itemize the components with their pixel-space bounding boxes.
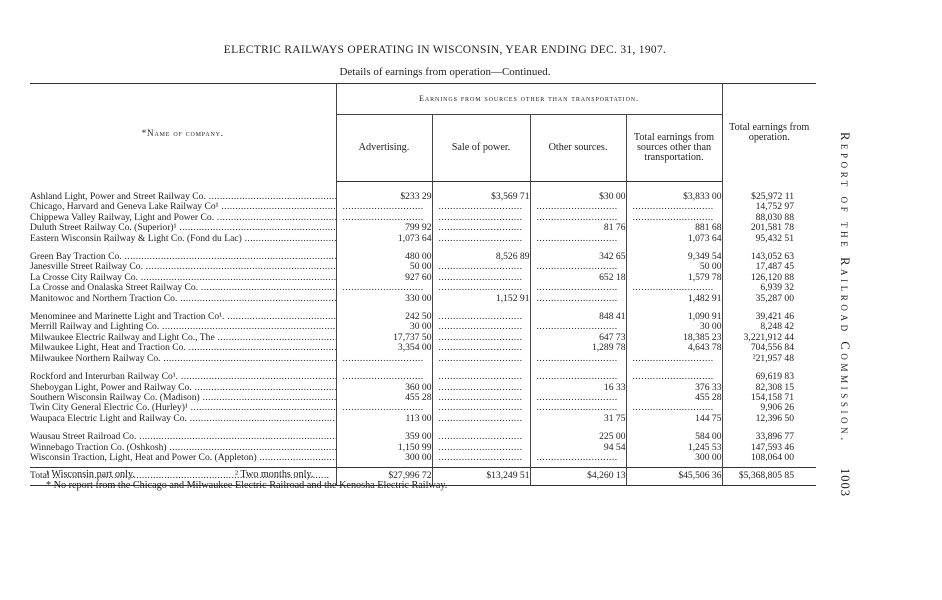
total-other-cell: 1,090 91 [626,304,722,322]
table-header-row [30,84,816,115]
sale-of-power-cell [432,414,530,424]
dot-leader [343,354,424,364]
company-name: Milwaukee Northern Railway Co. [30,353,161,364]
advertising-cell [336,354,432,364]
company-name-cell [30,294,336,304]
company-name-cell [30,453,336,468]
other-sources-cell: 31 75 [530,414,626,424]
company-name-cell [30,273,336,283]
other-sources-cell [530,354,626,364]
dot-leader [159,322,336,332]
dot-leader [439,432,522,442]
total-total-other: $45,506 36 [626,468,722,485]
footnote-line-1 [46,469,746,480]
table-row [30,304,816,322]
total-operation-cell: ²21,957 48 [722,354,816,364]
total-operation-cell: 108,064 00 [722,453,816,468]
footnote-wisconsin-part: ¹ Wisconsin part only. [46,469,135,480]
dot-leader [343,372,424,382]
company-name: La Crosse City Railway Co. [30,272,138,283]
sale-of-power-cell [432,322,530,332]
company-name-cell [30,262,336,272]
dot-leader [215,333,336,343]
company-name: Merrill Railway and Lighting Co. [30,322,160,333]
sale-of-power-cell [432,213,530,223]
advertising-cell [336,364,432,382]
total-operation-cell: 8,248 42 [722,322,816,332]
sale-of-power-cell: 8,526 89 [432,244,530,262]
advertising-cell: 1,073 64 [336,234,432,244]
other-sources-cell [530,364,626,382]
dot-leader [224,311,336,322]
company-name: Winnebago Traction Co. (Oshkosh) [30,442,167,453]
total-operation-cell: 39,421 46 [722,304,816,322]
footnote-two-months: ² Two months only. [234,469,314,480]
company-name: Southern Wisconsin Railway Co. (Madison) [30,392,200,403]
footnote-no-report: * No report from the Chicago and Milwaukee Electric Railroad and the Kenosha Electric Railway. [46,480,448,491]
dot-leader [214,213,336,223]
dot-leader [143,262,336,272]
total-other-cell: 144 75 [626,414,722,424]
total-operation-cell: 69,619 83 [722,364,816,382]
dot-leader [439,234,522,244]
other-sources-cell: 342 65 [530,244,626,262]
table-row [30,294,816,304]
sale-of-power-cell [432,262,530,272]
sale-of-power-cell [432,383,530,393]
dot-leader [257,453,336,463]
dot-leader [439,354,522,364]
sale-of-power-cell [432,343,530,353]
dot-leader [537,202,618,212]
dot-leader [138,273,336,283]
total-operation-column-header: Total earnings from operation. [722,84,816,182]
table-row [30,234,816,244]
advertising-cell: 455 28 [336,393,432,403]
total-operation-cell: 35,287 00 [722,294,816,304]
sale-of-power-cell [432,393,530,403]
company-name: Menominee and Marinette Light and Traction Co¹. [30,311,225,323]
earnings-table [30,83,816,486]
advertising-cell: 30 00 [336,322,432,332]
dot-leader [439,393,522,403]
dot-leader [178,371,336,382]
dot-leader [439,443,522,453]
total-operation-cell: 17,487 45 [722,262,816,272]
dot-leader [343,202,424,212]
dot-leader [439,322,522,332]
company-name-cell [30,383,336,393]
advertising-cell: 3,354 00 [336,343,432,353]
advertising-cell: 330 00 [336,294,432,304]
dot-leader [188,403,336,413]
total-other-cell [626,364,722,382]
company-name-cell [30,393,336,403]
total-advertising: $27,996 72 [336,468,432,485]
dot-leader [200,393,336,403]
advertising-cell [336,202,432,212]
total-operation-cell: 147,593 46 [722,443,816,453]
advertising-cell: 359 00 [336,424,432,442]
total-other-cell: 1,073 64 [626,234,722,244]
table-row [30,182,816,203]
dot-leader [537,234,618,244]
dot-leader [439,403,522,413]
total-operation-cell: 95,432 51 [722,234,816,244]
total-other-cell: 881 68 [626,223,722,233]
total-operation-cell: 6,939 32 [722,283,816,293]
total-other-cell: 1,482 91 [626,294,722,304]
sale-of-power-cell [432,403,530,413]
other-sources-cell: 647 73 [530,333,626,343]
total-operation-cell: 33,896 77 [722,424,816,442]
sale-of-power-cell [432,364,530,382]
other-sources-cell: 848 41 [530,304,626,322]
total-operation-cell: 126,120 88 [722,273,816,283]
company-name-cell [30,364,336,382]
dot-leader [439,312,522,322]
total-operation-cell: 88,030 88 [722,213,816,223]
advertising-cell: 799 92 [336,223,432,233]
table-body [30,182,816,468]
total-total-operation: $5,368,805 85 [722,468,816,485]
other-sources-cell: 652 18 [530,273,626,283]
company-name: Chippewa Valley Railway, Light and Power Co. [30,212,215,223]
company-name: Eastern Wisconsin Railway & Light Co. (Fond du Lac) [30,233,242,244]
total-label: Total ..... [30,468,336,485]
total-other-cell [626,202,722,212]
other-sources-cell [530,453,626,468]
dot-leader [192,383,336,393]
advertising-cell: 300 00 [336,453,432,468]
company-name: Twin City General Electric Co. (Hurley)¹ [30,403,188,414]
advertising-cell: 480 00 [336,244,432,262]
company-name-cell [30,322,336,332]
sale-of-power-cell [432,304,530,322]
table-row [30,414,816,424]
dot-leader [206,191,336,202]
page-number: 1003 [838,468,852,497]
dot-leader [161,354,336,364]
total-operation-cell: 9,906 26 [722,403,816,413]
other-sources-cell: 1,289 78 [530,343,626,353]
total-operation-cell: 143,052 63 [722,244,816,262]
company-name-cell [30,202,336,212]
company-name-cell [30,414,336,424]
company-name: Waupaca Electric Light and Railway Co. [30,413,187,424]
advertising-column-header: Advertising. [336,115,432,182]
sale-of-power-column-header: Sale of power. [432,115,530,182]
total-other-cell: $3,833 00 [626,182,722,203]
table-row [30,244,816,262]
dot-leader [537,393,618,403]
dot-leader [198,283,336,293]
company-name-cell [30,343,336,353]
dot-leader [537,453,618,463]
other-sources-cell [530,294,626,304]
dot-leader [439,202,522,212]
dot-leader [633,372,714,382]
company-name: Sheboygan Light, Power and Railway Co. [30,382,192,393]
advertising-cell: 50 00 [336,262,432,272]
other-sources-cell [530,393,626,403]
other-sources-cell: $30 00 [530,182,626,203]
table-row [30,424,816,442]
total-other-cell: 30 00 [626,322,722,332]
total-other-cell: 376 33 [626,383,722,393]
company-name-cell [30,182,336,203]
total-other-cell: 1,245 53 [626,443,722,453]
company-name-cell [30,333,336,343]
advertising-cell: 927 60 [336,273,432,283]
company-name-cell [30,354,336,364]
dot-leader [242,234,336,244]
sale-of-power-cell [432,354,530,364]
sale-of-power-cell [432,424,530,442]
sale-of-power-cell [432,443,530,453]
total-other-cell: 9,349 54 [626,244,722,262]
dot-leader [439,383,522,393]
dot-leader [439,414,522,424]
company-name-cell [30,424,336,442]
company-name: Duluth Street Railway Co. (Superior)¹ [30,223,177,234]
company-name: Milwaukee Light, Heat and Traction Co. [30,343,186,354]
dot-leader [439,372,522,382]
sale-of-power-cell [432,333,530,343]
dot-leader [167,443,336,453]
dot-leader [439,343,522,353]
dot-leader [633,354,714,364]
company-name: Manitowoc and Northern Traction Co. [30,293,178,304]
page-title: ELECTRIC RAILWAYS OPERATING IN WISCONSIN, YEAR ENDING DEC. 31, 1907. [223,44,667,56]
company-name: Janesville Street Railway Co. [30,262,143,273]
advertising-cell: 1,150 99 [336,443,432,453]
dot-leader [187,414,336,424]
advertising-cell: 360 00 [336,383,432,393]
total-other-cell: 4,643 78 [626,343,722,353]
company-name: Wisconsin Traction, Light, Heat and Power Co. (Appleton) [30,452,257,463]
total-other-cell [626,354,722,364]
company-column-header: *Name of company. [30,84,336,182]
dot-leader [537,372,618,382]
dot-leader [439,213,522,223]
page-subtitle: Details of earnings from operation—Continued. [339,66,551,78]
dot-leader [439,223,522,233]
sale-of-power-cell [432,223,530,233]
total-operation-cell: 154,158 71 [722,393,816,403]
company-name-cell [30,283,336,293]
total-operation-cell: 12,396 50 [722,414,816,424]
table-row [30,453,816,468]
total-other-sources: $4,260 13 [530,468,626,485]
sale-of-power-cell [432,453,530,468]
company-name: Ashland Light, Power and Street Railway Co. [30,190,206,202]
group-column-header: Earnings from sources other than transportation. [336,84,722,115]
company-name-cell [30,403,336,413]
advertising-cell: 113 00 [336,414,432,424]
dot-leader [136,431,336,442]
dot-leader [177,294,336,304]
company-name-cell [30,213,336,223]
company-name: Chicago, Harvard and Geneva Lake Railway Co¹ [30,202,219,213]
total-other-cell: 18,385 23 [626,333,722,343]
dot-leader [537,294,618,304]
other-sources-cell [530,234,626,244]
company-name: Rockford and Interurban Railway Co¹. [30,371,179,383]
dot-leader [439,453,522,463]
dot-leader [537,283,618,293]
sale-of-power-cell: 1,152 91 [432,294,530,304]
total-other-cell: 50 00 [626,262,722,272]
dot-leader [186,343,336,353]
total-other-cell: 455 28 [626,393,722,403]
company-name-cell [30,304,336,322]
table-row [30,343,816,353]
dot-leader [439,273,522,283]
sale-of-power-cell [432,273,530,283]
dot-leader [219,202,336,212]
total-operation-cell: 82,308 15 [722,383,816,393]
dot-leader [633,202,714,212]
sale-of-power-cell [432,234,530,244]
other-sources-cell: 225 00 [530,424,626,442]
dot-leader [439,333,522,343]
other-sources-cell: 81 76 [530,223,626,233]
total-operation-cell: 14,752 97 [722,202,816,212]
advertising-cell: 17,737 50 [336,333,432,343]
total-other-cell: 1,579 78 [626,273,722,283]
table-row [30,354,816,364]
total-sale-of-power: $13,249 51 [432,468,530,485]
sale-of-power-cell [432,202,530,212]
total-other-column-header: Total earnings from sources other than transportation. [626,115,722,182]
other-sources-cell: 94 54 [530,443,626,453]
total-operation-cell: $25,972 11 [722,182,816,203]
total-operation-cell: 201,581 78 [722,223,816,233]
advertising-cell: $233 29 [336,182,432,203]
company-name: La Crosse and Onalaska Street Railway Co. [30,283,199,294]
table-row [30,273,816,283]
other-sources-cell: 16 33 [530,383,626,393]
footnotes [46,469,746,491]
company-name-cell [30,443,336,453]
total-other-cell: 300 00 [626,453,722,468]
advertising-cell: 242 50 [336,304,432,322]
running-head: Report of the Railroad Commission. [838,132,852,445]
sale-of-power-cell: $3,569 71 [432,182,530,203]
dot-leader [177,223,337,233]
total-other-cell: 584 00 [626,424,722,442]
company-name: Milwaukee Electric Railway and Light Co., The [30,332,215,343]
dot-leader [439,262,522,272]
total-operation-cell: 704,556 84 [722,343,816,353]
total-operation-cell: 3,221,912 44 [722,333,816,343]
company-name-cell [30,223,336,233]
company-name-cell [30,244,336,262]
other-sources-cell [530,202,626,212]
other-sources-cell [530,283,626,293]
company-name: Wausau Street Railroad Co. [30,431,137,443]
dot-leader [122,251,336,262]
table-row [30,393,816,403]
other-sources-column-header: Other sources. [530,115,626,182]
dot-leader [537,354,618,364]
table-row [30,202,816,212]
company-name-cell [30,234,336,244]
company-name: Green Bay Traction Co. [30,251,122,263]
table-row [30,364,816,382]
